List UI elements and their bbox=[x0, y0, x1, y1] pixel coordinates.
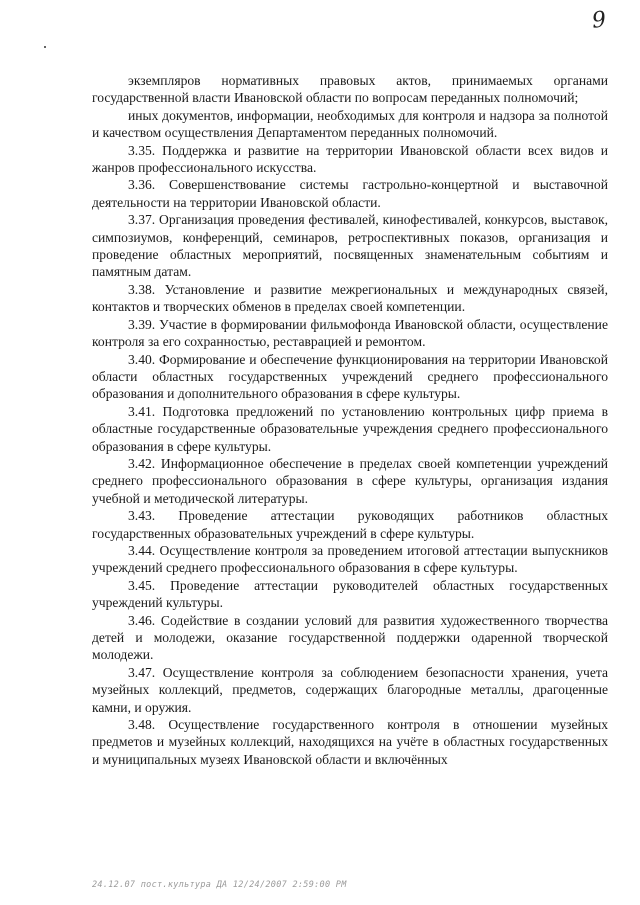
paragraph: 3.44. Осуществление контроля за проведением итоговой аттестации выпускников учреждений среднего профессионального образования в сфере культуры. bbox=[92, 542, 608, 576]
paragraph: 3.41. Подготовка предложений по установлению контрольных цифр приема в областные государственные образовательные учреждения среднего профессионального образования в сфере культуры. bbox=[92, 403, 608, 454]
paragraph: 3.45. Проведение аттестации руководителей областных государственных учреждений культуры. bbox=[92, 577, 608, 611]
paragraph: 3.38. Установление и развитие межрегиональных и международных связей, контактов и творческих обменов в пределах своей компетенции. bbox=[92, 281, 608, 315]
paragraph: 3.47. Осуществление контроля за соблюдением безопасности хранения, учета музейных коллекций, предметов, содержащих благородные металлы, драгоценные камни, и оружия. bbox=[92, 664, 608, 715]
paragraph: 3.36. Совершенствование системы гастрольно-концертной и выставочной деятельности на территории Ивановской области. bbox=[92, 177, 608, 210]
paragraph: 3.37. Организация проведения фестивалей, кинофестивалей, конкурсов, выставок, симпозиумов, конференций, семинаров, ретроспективных показов, организация и проведение областных мероприятий, посвященных знаменательным событиям и памятным датам. bbox=[92, 212, 608, 280]
page-number: 9 bbox=[590, 7, 608, 34]
page-footer: 24.12.07 пост.культура ДА 12/24/2007 2:59:00 РМ bbox=[92, 880, 347, 890]
paragraph: 3.35. Поддержка и развитие на территории Ивановской области всех видов и жанров профессионального искусства. bbox=[92, 142, 608, 176]
paragraph: экземпляров нормативных правовых актов, принимаемых органами государственной власти Ивановской области по вопросам переданных полномочий; bbox=[92, 73, 608, 106]
document-body bbox=[92, 72, 608, 768]
paragraph: 3.42. Информационное обеспечение в пределах своей компетенции учреждений среднего профессионального образования в сфере культуры, организация издания учебной и методической литературы. bbox=[92, 455, 608, 506]
paragraph: иных документов, информации, необходимых для контроля и надзора за полнотой и качеством осуществления Департаментом переданных полномочий. bbox=[92, 107, 608, 141]
paragraph: 3.39. Участие в формировании фильмофонда Ивановской области, осуществление контроля за его сохранностью, реставрацией и ремонтом. bbox=[92, 316, 608, 350]
paragraph: 3.43. Проведение аттестации руководящих работников областных государственных образовательных учреждений в сфере культуры. bbox=[92, 508, 608, 541]
paragraph: 3.40. Формирование и обеспечение функционирования на территории Ивановской области областных государственных учреждений среднего профессионального образования и дополнительного образования в сфере культуры. bbox=[92, 351, 608, 402]
scan-speck bbox=[44, 46, 46, 48]
paragraph: 3.46. Содействие в создании условий для развития художественного творчества детей и молодежи, оказание государственной поддержки одаренной творческой молодежи. bbox=[92, 612, 608, 663]
paragraph: 3.48. Осуществление государственного контроля в отношении музейных предметов и музейных коллекций, находящихся на учёте в областных государственных и муниципальных музеях Ивановской области и включённых bbox=[92, 717, 608, 767]
